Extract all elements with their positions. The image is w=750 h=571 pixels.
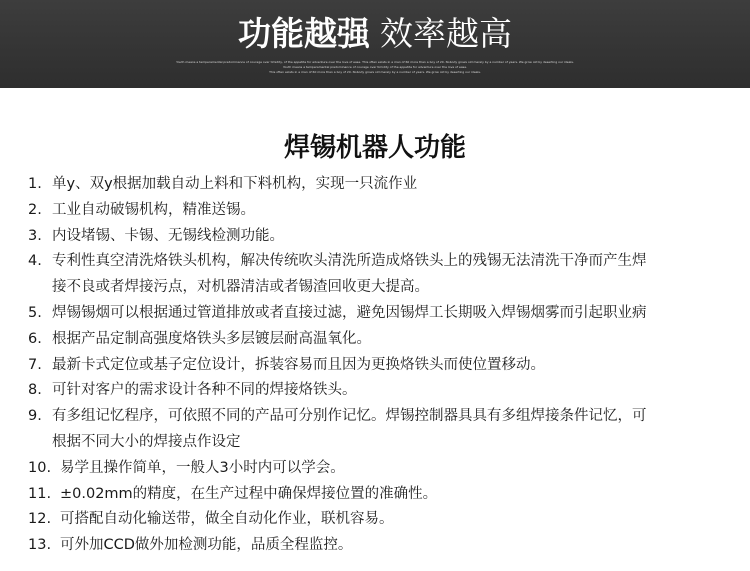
feature-text: 根据产品定制高强度烙铁头多层镀层耐高温氧化。 bbox=[52, 330, 371, 347]
feature-text: 专利性真空清洗烙铁头机构，解决传统吹头清洗所造成烙铁头上的残锡无法清洗干净而产生焊 bbox=[52, 253, 647, 270]
feature-number: 1. bbox=[28, 176, 42, 192]
header-banner bbox=[0, 0, 750, 88]
feature-item bbox=[28, 456, 728, 482]
feature-text: 单y、双y根据加载自动上料和下料机构，实现一只流作业 bbox=[52, 176, 418, 192]
feature-text: 最新卡式定位或基子定位设计，拆装容易而且因为更换烙铁头而使位置移动。 bbox=[52, 356, 545, 373]
feature-text-continued: 接不良或者焊接污点，对机器清洁或者锡渣回收更大提高。 bbox=[52, 279, 429, 296]
feature-text: 可针对客户的需求设计各种不同的焊接烙铁头。 bbox=[52, 382, 357, 399]
feature-number: 12. bbox=[28, 511, 52, 528]
feature-number: 6. bbox=[28, 330, 42, 347]
banner-title-strong: 功能越强 bbox=[238, 14, 370, 53]
feature-number: 9. bbox=[28, 408, 42, 425]
banner-title-light: 效率越高 bbox=[380, 14, 512, 53]
feature-number: 5. bbox=[28, 304, 42, 321]
feature-number: 2. bbox=[28, 201, 42, 218]
feature-text: 焊锡锡烟可以根据通过管道排放或者直接过滤，避免因锡焊工长期吸入焊锡烟雾而引起职业病 bbox=[52, 304, 647, 321]
feature-number: 3. bbox=[28, 227, 42, 244]
feature-number: 11. bbox=[28, 485, 52, 502]
feature-text: 可外加CCD做外加检测功能，品质全程监控。 bbox=[60, 537, 353, 554]
banner-title bbox=[0, 14, 750, 54]
banner-fine-print: Youth means a temperamental predominance of courage over timidity, of the appetite for adventure over the love of ease. This often exists in a man of 60 more than a boy of 20. Nobody grows old merely by a number of years. We grow old by deserting our ideals. bbox=[176, 60, 574, 64]
feature-text: 有多组记忆程序，可依照不同的产品可分别作记忆。焊锡控制器具具有多组焊接条件记忆，可 bbox=[52, 408, 647, 425]
feature-item bbox=[28, 224, 728, 250]
banner-fine-print: Youth means a temperamental predominance of courage over timidity of the appetite for adventure over the love of ease. bbox=[282, 65, 468, 69]
feature-item bbox=[28, 198, 728, 224]
document-title: 焊锡机器人功能 bbox=[283, 133, 466, 163]
feature-number: 13. bbox=[28, 537, 52, 554]
feature-item bbox=[28, 353, 728, 379]
feature-item bbox=[28, 249, 728, 301]
feature-text: 易学且操作简单，一般人3小时内可以学会。 bbox=[60, 459, 345, 476]
banner-fine-print: This often exists in a man of 60 more than a boy of 20. Nobody grows old merely by a number of years. We grow old by deserting our ideals. bbox=[269, 70, 481, 74]
feature-item bbox=[28, 533, 728, 559]
feature-number: 4. bbox=[28, 253, 42, 270]
feature-item bbox=[28, 301, 728, 327]
feature-item bbox=[28, 482, 728, 508]
feature-text: ±0.02mm的精度，在生产过程中确保焊接位置的准确性。 bbox=[60, 485, 438, 502]
feature-list bbox=[28, 172, 728, 559]
feature-text: 可搭配自动化输送带，做全自动化作业，联机容易。 bbox=[60, 511, 394, 528]
feature-number: 7. bbox=[28, 356, 42, 373]
feature-item bbox=[28, 507, 728, 533]
feature-text: 工业自动破锡机构，精准送锡。 bbox=[52, 201, 255, 218]
feature-item bbox=[28, 327, 728, 353]
feature-text: 内设堵锡、卡锡、无锡线检测功能。 bbox=[52, 227, 284, 244]
feature-number: 8. bbox=[28, 382, 42, 399]
feature-text-continued: 根据不同大小的焊接点作设定 bbox=[52, 433, 241, 450]
feature-number: 10. bbox=[28, 459, 52, 476]
feature-item bbox=[28, 172, 728, 198]
feature-item bbox=[28, 378, 728, 404]
feature-item bbox=[28, 404, 728, 456]
